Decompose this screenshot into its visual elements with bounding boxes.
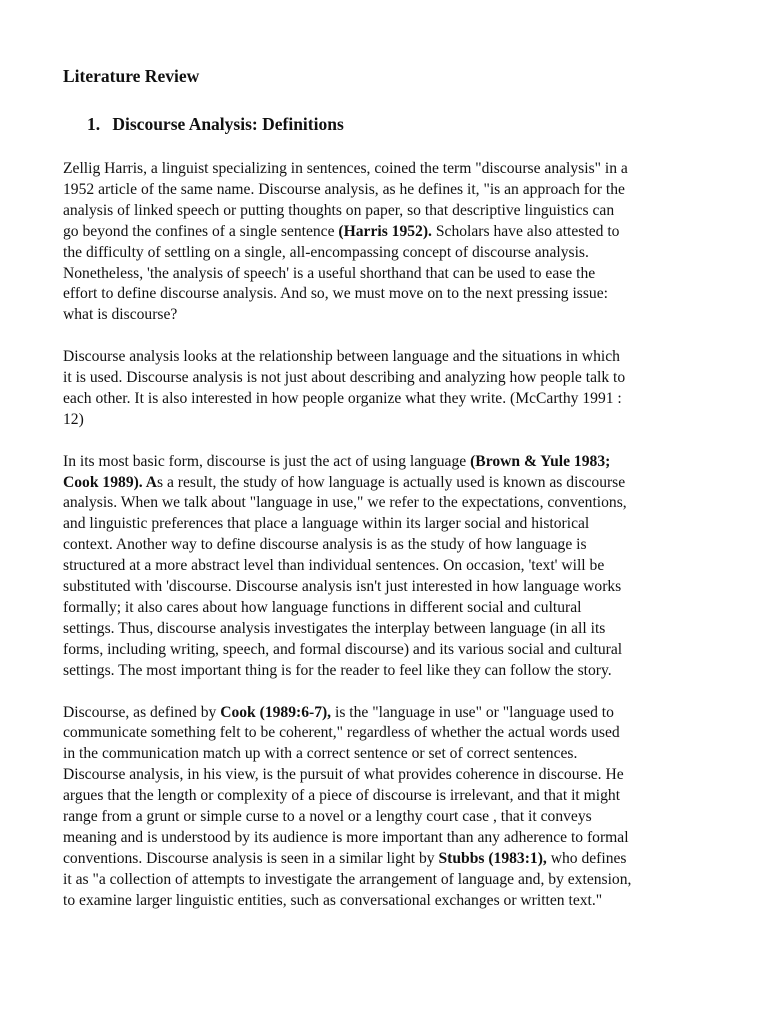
body-text: structured at a more abstract level than individual sentences. On occasion, 'text' will be — [63, 557, 605, 575]
text-line — [63, 514, 713, 535]
body-text: Discourse, as defined by — [63, 703, 221, 721]
text-line — [63, 661, 713, 682]
text-line — [63, 473, 713, 494]
text-line — [63, 765, 713, 786]
body-text: the difficulty of settling on a single, all-encompassing concept of discourse analysis. — [63, 243, 589, 261]
body-text: who defines — [546, 849, 627, 867]
body-text: in the communication match up with a correct sentence or set of correct sentences. — [63, 745, 578, 763]
body-text: Discourse analysis looks at the relationship between language and the situations in which — [63, 348, 620, 366]
text-line — [63, 891, 713, 912]
text-line — [63, 347, 713, 368]
text-line — [63, 619, 713, 640]
text-line — [63, 243, 713, 264]
body-text: Nonetheless, 'the analysis of speech' is a useful shorthand that can be used to ease the — [63, 264, 596, 282]
body-text: forms, including writing, speech, and formal discourse) and its various social and cultural — [63, 640, 623, 658]
text-line — [63, 640, 713, 661]
paragraph — [63, 159, 713, 326]
paragraph — [63, 703, 713, 912]
section-heading — [87, 112, 713, 136]
citation-text: (Harris 1952). — [338, 222, 432, 240]
text-line — [63, 703, 713, 724]
citation-text: (Brown & Yule 1983; — [470, 452, 611, 470]
text-line — [63, 452, 713, 473]
body-text: what is discourse? — [63, 306, 178, 324]
body-text: effort to define discourse analysis. And so, we must move on to the next pressing issue: — [63, 285, 608, 303]
body-text: Discourse analysis, in his view, is the pursuit of what provides coherence in discourse. He — [63, 766, 624, 784]
text-line — [63, 807, 713, 828]
text-line — [63, 305, 713, 326]
body-text: formally; it also cares about how language functions in different social and cultural — [63, 599, 582, 616]
text-line — [63, 264, 713, 285]
body-text: each other. It is also interested in how people organize what they write. (McCarthy 1991 : — [63, 389, 622, 407]
text-line — [63, 786, 713, 807]
text-line — [63, 744, 713, 765]
text-line — [63, 723, 713, 744]
body-text: range from a grunt or simple curse to a novel or a lengthy court case , that it conveys — [63, 808, 592, 826]
document-body — [63, 159, 713, 912]
citation-text: Cook (1989:6-7), — [220, 703, 332, 721]
body-text: meaning and is understood by its audience is more important than any adherence to formal — [63, 828, 629, 846]
section-number: 1. — [87, 114, 101, 134]
text-line — [63, 389, 713, 410]
text-line — [63, 870, 713, 891]
body-text: substituted with 'discourse. Discourse analysis isn't just interested in how language works — [63, 578, 622, 596]
text-line — [63, 598, 713, 619]
body-text: settings. Thus, discourse analysis investigates the interplay between language (in all its — [63, 619, 606, 637]
body-text: go beyond the confines of a single sentence — [63, 222, 339, 240]
text-line — [63, 368, 713, 389]
body-text: context. Another way to define discourse analysis is as the study of how language is — [63, 536, 587, 554]
text-line — [63, 222, 713, 243]
text-line — [63, 535, 713, 556]
text-line — [63, 159, 713, 180]
body-text: it as "a collection of attempts to investigate the arrangement of language and, by extension, — [63, 870, 632, 888]
text-line — [63, 828, 713, 849]
text-line — [63, 849, 713, 870]
citation-text: Cook 1989). A — [63, 473, 158, 491]
text-line — [63, 493, 713, 514]
body-text: 12) — [63, 410, 84, 428]
text-line — [63, 201, 713, 222]
body-text: Scholars have also attested to — [431, 222, 620, 240]
section-heading-text: Discourse Analysis: Definitions — [112, 114, 344, 134]
body-text: 1952 article of the same name. Discourse analysis, as he defines it, "is an approach for the — [63, 180, 625, 198]
text-line — [63, 556, 713, 577]
body-text: analysis. When we talk about "language in use," we refer to the expectations, conventions, — [63, 494, 627, 512]
body-text: it is used. Discourse analysis is not just about describing and analyzing how people talk to — [63, 369, 626, 387]
body-text: In its most basic form, discourse is just the act of using language — [63, 452, 471, 470]
body-text: is the "language in use" or "language used to — [331, 703, 614, 721]
text-line — [63, 284, 713, 305]
paragraph — [63, 452, 713, 682]
body-text: conventions. Discourse analysis is seen in a similar light by — [63, 849, 439, 867]
body-text: communicate something felt to be coherent," regardless of whether the actual words used — [63, 724, 620, 742]
text-line — [63, 180, 713, 201]
text-line — [63, 577, 713, 598]
citation-text: Stubbs (1983:1), — [438, 849, 547, 867]
document-title: Literature Review — [63, 66, 200, 86]
body-text: Zellig Harris, a linguist specializing in sentences, coined the term "discourse analysis" in a — [63, 160, 628, 177]
body-text: analysis of linked speech or putting thoughts on paper, so that descriptive linguistics can — [63, 201, 615, 219]
document-page — [63, 64, 713, 912]
body-text: and linguistic preferences that place a language within its larger social and historical — [63, 515, 590, 533]
paragraph — [63, 347, 713, 431]
body-text: argues that the length or complexity of a piece of discourse is irrelevant, and that it might — [63, 787, 621, 805]
body-text: s a result, the study of how language is actually used is known as discourse — [157, 473, 626, 491]
text-line — [63, 410, 713, 431]
body-text: to examine larger linguistic entities, such as conversational exchanges or written text." — [63, 891, 603, 909]
body-text: settings. The most important thing is for the reader to feel like they can follow the story. — [63, 661, 612, 679]
